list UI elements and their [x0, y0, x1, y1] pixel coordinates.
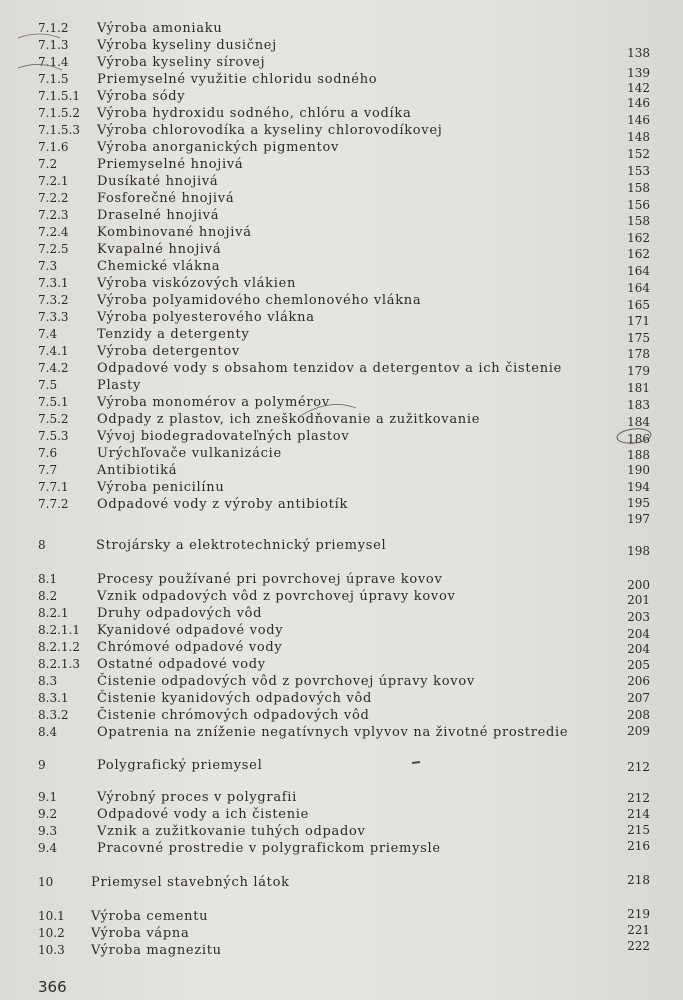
- toc-entry: [0, 428, 683, 445]
- toc-entry: [0, 939, 683, 959]
- toc-entry-number: 8.2.1.1: [38, 623, 80, 637]
- toc-entry-title: Odpadové vody s obsahom tenzidov a detergentov a ich čistenie: [97, 361, 563, 376]
- toc-entry: [0, 326, 683, 343]
- toc-entry-number: 8.3: [38, 674, 58, 688]
- toc-entry-page: 215: [627, 823, 650, 837]
- toc-entry-number: 7.1.2: [38, 21, 69, 35]
- toc-entry: [0, 673, 683, 690]
- toc-entry-title: Čistenie chrómových odpadových vôd: [97, 708, 370, 723]
- toc-entry-page: 158: [627, 214, 650, 228]
- toc-entry-title: Výroba cementu: [91, 909, 209, 924]
- toc-entry-title: Výroba kyseliny sírovej: [97, 55, 266, 70]
- toc-entry-title: Chemické vlákna: [97, 259, 221, 274]
- toc-entry: [0, 445, 683, 462]
- toc-entry: [0, 757, 683, 774]
- toc-entry-number: 10.3: [38, 943, 65, 957]
- toc-entry-number: 7.2: [38, 157, 58, 171]
- toc-entry-number: 7.2.3: [38, 208, 69, 222]
- toc-entry: [0, 571, 683, 592]
- toc-entry-title: Polygrafický priemysel: [97, 758, 263, 773]
- toc-entry-page: 195: [627, 496, 650, 510]
- toc-entry-page: 212: [627, 760, 650, 774]
- toc-entry-title: Kombinované hnojivá: [97, 225, 252, 240]
- toc-entry-number: 9.2: [38, 807, 58, 821]
- toc-entry-page: 138: [627, 46, 650, 60]
- toc-entry-title: Priemyselné hnojivá: [97, 157, 244, 172]
- toc-entry-number: 7.1.4: [38, 55, 69, 69]
- toc-entry: [0, 343, 683, 360]
- toc-entry-number: 8.2.1.2: [38, 640, 80, 654]
- toc-entry: [0, 88, 683, 110]
- toc-entry: [0, 71, 683, 95]
- toc-entry-number: 7.1.6: [38, 140, 69, 154]
- toc-entry: [0, 394, 683, 411]
- toc-entry-number: 8.2.1: [38, 606, 69, 620]
- toc-entry-number: 9.3: [38, 824, 58, 838]
- toc-entry: [0, 37, 683, 60]
- toc-entry-title: Výroba monomérov a polymérov: [97, 395, 330, 410]
- toc-entry: [0, 622, 683, 639]
- toc-entry-page: 208: [627, 708, 650, 722]
- toc-entry-number: 7.7.2: [38, 497, 69, 511]
- toc-entry-page: 171: [627, 314, 650, 328]
- toc-entry-title: Plasty: [97, 378, 142, 393]
- toc-entry-page: 164: [627, 264, 650, 278]
- toc-entry-title: Výroba chlorovodíka a kyseliny chlorovodíkovej: [97, 123, 443, 138]
- toc-entry-title: Ostatné odpadové vody: [97, 657, 266, 672]
- toc-entry: [0, 377, 683, 394]
- toc-entry: [0, 207, 683, 228]
- toc-entry-page: 222: [627, 939, 650, 953]
- toc-entry-page: 219: [627, 907, 650, 921]
- toc-entry-number: 7.1.5.3: [38, 123, 80, 137]
- toc-entry-number: 7.4.1: [38, 344, 69, 358]
- toc-entry-title: Výroba kyseliny dusičnej: [97, 38, 277, 53]
- toc-entry-page: 194: [627, 480, 650, 494]
- toc-entry-number: 7.3: [38, 259, 58, 273]
- toc-entry-number: 7.3.2: [38, 293, 69, 307]
- toc-entry-title: Výroba hydroxidu sodného, chlóru a vodíka: [97, 106, 412, 121]
- toc-entry-title: Vznik odpadových vôd z povrchovej úpravy kovov: [97, 589, 456, 604]
- toc-entry-number: 8.1: [38, 572, 58, 586]
- toc-entry-title: Priemysel stavebných látok: [91, 875, 290, 890]
- toc-entry-number: 7.5.1: [38, 395, 69, 409]
- toc-entry-page: 156: [627, 198, 650, 212]
- toc-entry: [0, 292, 683, 312]
- toc-entry-title: Čistenie kyanidových odpadových vôd: [97, 691, 373, 706]
- toc-entry-page: 197: [627, 512, 650, 526]
- toc-entry-title: Vznik a zužitkovanie tuhých odpadov: [97, 824, 366, 839]
- toc-entry-page: 165: [627, 298, 650, 312]
- toc-entry-page: 207: [627, 691, 650, 705]
- toc-entry: [0, 224, 683, 245]
- toc-entry-title: Druhy odpadových vôd: [97, 606, 263, 621]
- toc-entry-number: 7.4.2: [38, 361, 69, 375]
- toc-entry-page: 148: [627, 130, 650, 144]
- toc-entry: [0, 360, 683, 377]
- toc-entry-page: 139: [627, 66, 650, 80]
- toc-entry: [0, 309, 683, 326]
- toc-entry-title: Výroba amoniaku: [97, 21, 223, 36]
- toc-entry-number: 8.3.2: [38, 708, 69, 722]
- toc-entry: [0, 20, 683, 37]
- toc-entry-number: 7.5.2: [38, 412, 69, 426]
- toc-entry-number: 7.1.3: [38, 38, 69, 52]
- toc-entry-title: Vývoj biodegradovateľných plastov: [97, 429, 350, 444]
- toc-entry-number: 8: [38, 538, 46, 552]
- toc-entry-page: 214: [627, 807, 650, 821]
- toc-entry-title: Strojársky a elektrotechnický priemysel: [96, 538, 387, 553]
- toc-entry-number: 7.6: [38, 446, 58, 460]
- toc-entry-page: 212: [627, 791, 650, 805]
- toc-entry-title: Kyanidové odpadové vody: [97, 623, 284, 638]
- toc-entry-page: 218: [627, 873, 650, 887]
- toc-entry-page: 181: [627, 381, 650, 395]
- toc-entry-number: 7.7: [38, 463, 58, 477]
- toc-entry: [0, 908, 683, 925]
- toc-entry-title: Výroba vápna: [91, 926, 190, 941]
- toc-entry-number: 8.2: [38, 589, 58, 603]
- toc-entry-page: 183: [627, 398, 650, 412]
- toc-entry-page: 204: [627, 627, 650, 641]
- toc-entry-number: 9.1: [38, 790, 58, 804]
- toc-entry: [0, 105, 683, 127]
- toc-entry-page: 200: [627, 578, 650, 592]
- toc-entry-page: 206: [627, 674, 650, 688]
- toc-entry-title: Výrobný proces v polygrafii: [97, 790, 297, 805]
- toc-entry-title: Chrómové odpadové vody: [97, 640, 283, 655]
- toc-entry-number: 10.1: [38, 909, 65, 923]
- toc-entry: [0, 789, 683, 806]
- toc-entry-number: 7.3.3: [38, 310, 69, 324]
- toc-entry-number: 9: [38, 758, 46, 772]
- toc-entry-page: 158: [627, 181, 650, 195]
- toc-entry-page: 162: [627, 247, 650, 261]
- toc-entry-title: Výroba detergentov: [97, 344, 240, 359]
- toc-entry: [0, 840, 683, 857]
- toc-entry-title: Procesy používané pri povrchovej úprave kovov: [97, 572, 443, 587]
- toc-entry-title: Opatrenia na zníženie negatívnych vplyvov na životné prostredie: [97, 725, 569, 740]
- toc-entry-title: Fosforečné hnojivá: [97, 191, 235, 206]
- toc-entry-number: 9.4: [38, 841, 58, 855]
- toc-entry: [0, 258, 683, 278]
- toc-entry-page: 162: [627, 231, 650, 245]
- toc-entry-page: 203: [627, 610, 650, 624]
- toc-entry-title: Draselné hnojivá: [97, 208, 220, 223]
- toc-entry: [0, 707, 683, 724]
- toc-entry-page: 175: [627, 331, 650, 345]
- toc-entry: [0, 411, 683, 428]
- toc-entry: [0, 724, 683, 741]
- toc-entry: [0, 925, 683, 942]
- toc-entry-page: 164: [627, 281, 650, 295]
- toc-entry: [0, 462, 683, 479]
- toc-entry-number: 7.2.4: [38, 225, 69, 239]
- toc-entry: [0, 823, 683, 840]
- toc-entry-page: 190: [627, 463, 650, 477]
- toc-entry-title: Čistenie odpadových vôd z povrchovej úpravy kovov: [97, 674, 475, 689]
- toc-entry-page: 204: [627, 642, 650, 656]
- toc-entry-number: 7.4: [38, 327, 58, 341]
- toc-entry: [0, 496, 683, 513]
- toc-entry-title: Výroba polyamidového chemlonového vlákna: [97, 293, 422, 308]
- toc-entry-title: Odpady z plastov, ich zneškodňovanie a zužitkovanie: [97, 412, 481, 427]
- toc-entry: [0, 690, 683, 707]
- toc-entry-title: Odpadové vody a ich čistenie: [97, 807, 310, 822]
- toc-entry-number: 7.2.5: [38, 242, 69, 256]
- toc-entry-number: 10.2: [38, 926, 65, 940]
- toc-entry-number: 7.1.5: [38, 72, 69, 86]
- toc-entry-page: 198: [627, 544, 650, 558]
- toc-entry-title: Kvapalné hnojivá: [97, 242, 222, 257]
- toc-entry-number: 8.2.1.3: [38, 657, 80, 671]
- toc-entry-title: Výroba magnezitu: [91, 943, 222, 958]
- toc-entry-page: 146: [627, 96, 650, 110]
- toc-entry: [0, 139, 683, 161]
- toc-entry-title: Výroba anorganických pigmentov: [97, 140, 340, 155]
- toc-entry: [0, 639, 683, 656]
- toc-entry-number: 7.1.5.1: [38, 89, 80, 103]
- toc-entry-number: 8.4: [38, 725, 58, 739]
- toc-entry-number: 7.5.3: [38, 429, 69, 443]
- toc-entry: [0, 190, 683, 212]
- toc-entry-page: 205: [627, 658, 650, 672]
- toc-entry-number: 10: [38, 875, 54, 889]
- toc-entry-page: 188: [627, 448, 650, 462]
- toc-entry-page: 153: [627, 164, 650, 178]
- toc-entry-number: 7.2.1: [38, 174, 69, 188]
- toc-entry-title: Výroba sódy: [97, 89, 186, 104]
- toc-entry: [0, 513, 683, 530]
- toc-entry: [0, 156, 683, 178]
- toc-entry: [0, 173, 683, 195]
- toc-entry-page: 216: [627, 839, 650, 853]
- toc-entry: [0, 656, 683, 673]
- toc-entry: [0, 275, 683, 295]
- toc-entry: [0, 241, 683, 261]
- toc-entry: [0, 874, 683, 891]
- toc-entry: [0, 806, 683, 823]
- toc-entry-title: Priemyselné využitie chloridu sodného: [97, 72, 378, 87]
- toc-entry-page: 184: [627, 415, 650, 429]
- toc-entry: [0, 122, 683, 144]
- toc-entry-number: 7.2.2: [38, 191, 69, 205]
- toc-entry-title: Výroba penicilínu: [97, 480, 225, 495]
- toc-entry-page: 152: [627, 147, 650, 161]
- toc-entry-title: Výroba viskózových vlákien: [97, 276, 297, 291]
- toc-entry: [0, 588, 683, 605]
- toc-entry: [0, 537, 683, 558]
- toc-entry-page: 209: [627, 724, 650, 738]
- toc-entry-page: 201: [627, 593, 650, 607]
- toc-entry-page: 221: [627, 923, 650, 937]
- toc-entry-number: 7.7.1: [38, 480, 69, 494]
- toc-entry-page: 178: [627, 347, 650, 361]
- toc-entry: [0, 605, 683, 622]
- toc-entry-title: Odpadové vody z výroby antibiotík: [97, 497, 349, 512]
- toc-entry-title: Urýchľovače vulkanizácie: [97, 446, 282, 461]
- toc-entry-page: 146: [627, 113, 650, 127]
- toc-entry: [0, 479, 683, 496]
- toc-entry-page: 186: [627, 432, 650, 446]
- toc-entry-title: Dusíkaté hnojivá: [97, 174, 219, 189]
- toc-entry-page: 179: [627, 364, 650, 378]
- page-number: 366: [38, 978, 67, 996]
- toc-entry-title: Antibiotiká: [97, 463, 178, 478]
- toc-entry-title: Výroba polyesterového vlákna: [97, 310, 315, 325]
- toc-entry-title: Pracovné prostredie v polygrafickom priemysle: [97, 841, 441, 856]
- toc-entry-title: Tenzidy a detergenty: [97, 327, 250, 342]
- toc-entry-number: 7.1.5.2: [38, 106, 80, 120]
- toc-entry-number: 7.5: [38, 378, 58, 392]
- toc-entry-number: 8.3.1: [38, 691, 69, 705]
- toc-entry-number: 7.3.1: [38, 276, 69, 290]
- toc-entry-page: 142: [627, 81, 650, 95]
